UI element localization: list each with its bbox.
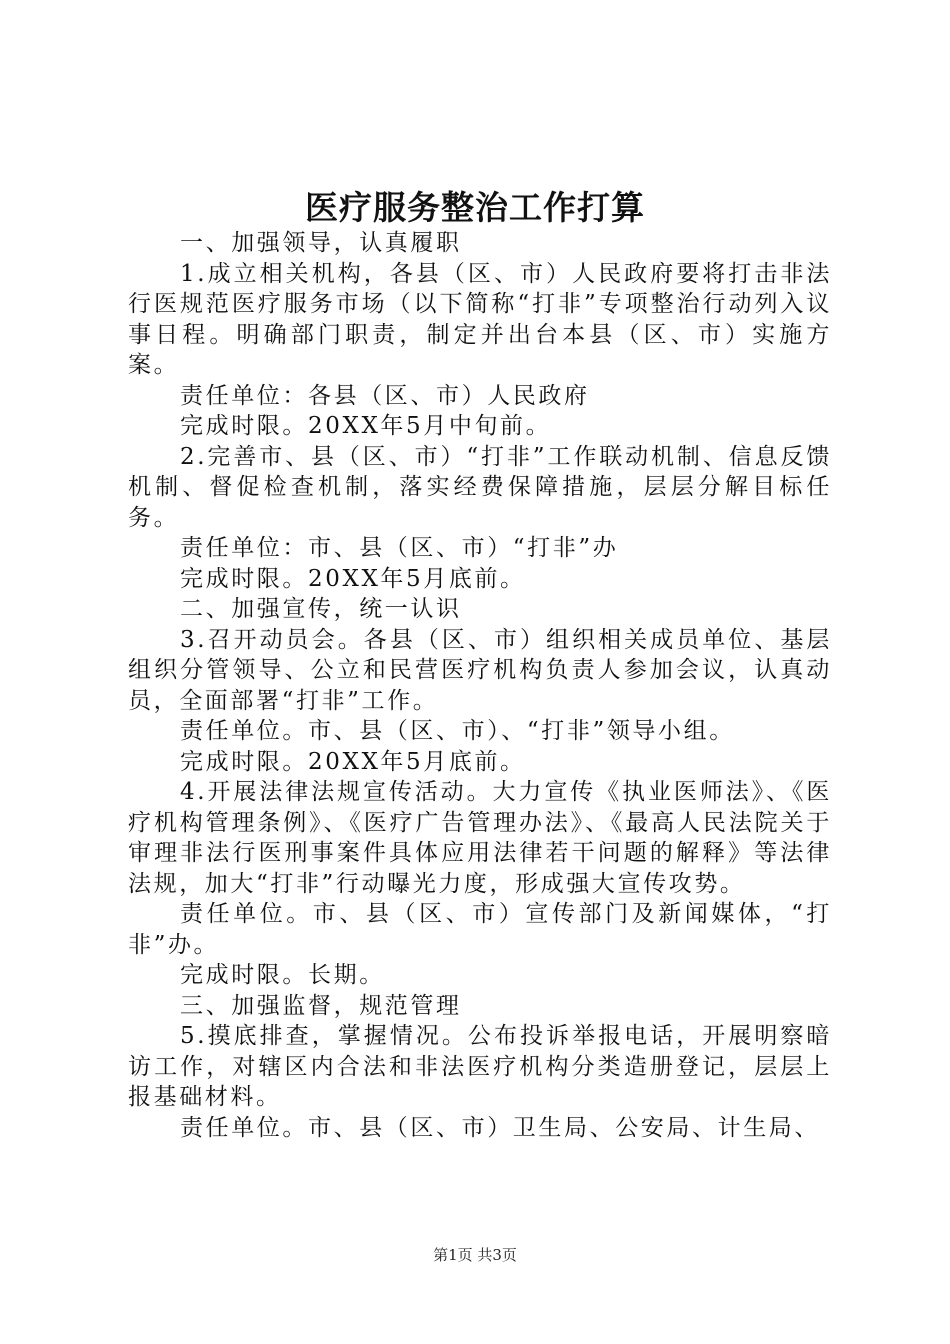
responsible-unit: 责任单位：各县（区、市）人民政府 [180,382,590,409]
document-title: 医疗服务整治工作打算 [305,188,645,227]
responsible-unit: 责任单位。市、县（区、市）卫生局、公安局、计生局、 [180,1114,820,1141]
paragraph: 3.召开动员会。各县（区、市）组织相关成员单位、基层组织分管领导、公立和民营医疗机构负责人参加会议，认真动员，全面部署“打非”工作。 [128,626,832,714]
section-heading: 一、加强领导，认真履职 [180,230,462,256]
paragraph: 4.开展法律法规宣传活动。大力宣传《执业医师法》、《医疗机构管理条例》、《医疗广告管理办法》、《最高人民法院关于审理非法行医刑事案件具体应用法律若干问题的解释》等法律法规，加大“打非”行动曝光力度，形成强大宣传攻势。 [128,779,832,897]
paragraph: 1.成立相关机构，各县（区、市）人民政府要将打击非法行医规范医疗服务市场（以下简称“打非”专项整治行动列入议事日程。明确部门职责，制定并出台本县（区、市）实施方案。 [128,260,832,378]
responsible-unit: 责任单位。市、县（区、市）宣传部门及新闻媒体，“打非”办。 [128,901,832,958]
paragraph: 2.完善市、县（区、市）“打非”工作联动机制、信息反馈机制、督促检查机制，落实经费保障措施，层层分解目标任务。 [128,443,832,531]
paragraph: 5.摸底排查，掌握情况。公布投诉举报电话，开展明察暗访工作，对辖区内合法和非法医疗机构分类造册登记，层层上报基础材料。 [128,1023,832,1110]
deadline: 完成时限。长期。 [180,962,385,988]
section-heading: 二、加强宣传，统一认识 [180,596,462,622]
deadline: 完成时限。20XX年5月中旬前。 [180,413,552,439]
deadline: 完成时限。20XX年5月底前。 [180,565,526,592]
document-body [128,228,832,1143]
responsible-unit: 责任单位。市、县（区、市）、“打非”领导小组。 [180,718,735,744]
responsible-unit: 责任单位：市、县（区、市）“打非”办 [180,535,619,561]
section-heading: 三、加强监督，规范管理 [180,992,462,1019]
page-footer: 第1页 共3页 [433,1246,517,1264]
deadline: 完成时限。20XX年5月底前。 [180,748,526,775]
